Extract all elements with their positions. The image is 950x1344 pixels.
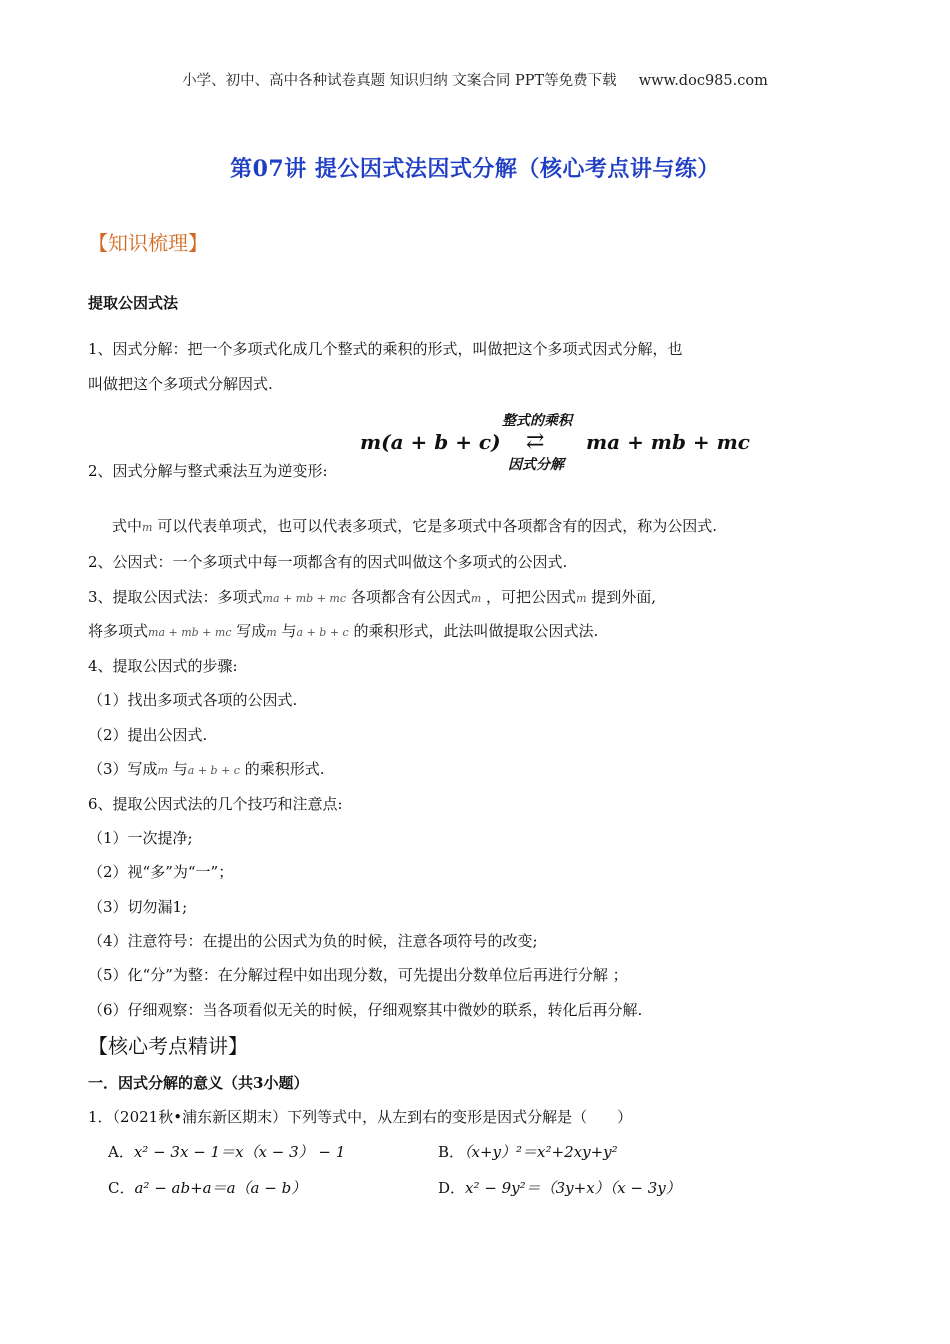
text: 与 (172, 760, 188, 778)
subheading: 提取公因式法 (88, 294, 179, 312)
paragraph-5: 4、提取公因式的步骤: (88, 657, 238, 675)
text: 与 (281, 622, 297, 640)
math-expr: ma + mb + mc (148, 626, 232, 639)
paragraph-2b (112, 515, 717, 536)
text: 可以代表单项式，也可以代表多项式，它是多项式中各项都含有的因式，称为公因式. (157, 517, 718, 535)
paragraph-2: 2、因式分解与整式乘法互为逆变形: (88, 462, 328, 480)
option-label: D． (438, 1179, 466, 1197)
section-knowledge-heading: 【知识梳理】 (88, 231, 208, 255)
formula-bottom-label: 因式分解 (508, 457, 564, 473)
math-expr: a + b + c (296, 626, 349, 639)
paragraph-4 (88, 586, 656, 607)
text: 式中 (112, 517, 143, 535)
text: 3、提取公因式法：多项式 (88, 588, 263, 606)
option-label: C． (108, 1179, 135, 1197)
option-b (438, 1141, 618, 1162)
option-label: B． (438, 1143, 465, 1161)
text: 写成 (236, 622, 267, 640)
formula-right: ma + mb + mc (586, 430, 750, 454)
option-text: （x+y）²＝x²+2xy+y² (464, 1143, 618, 1161)
tip-1: （1）一次提净; (88, 829, 193, 847)
page-header (0, 69, 950, 90)
math-m: m (470, 592, 482, 605)
header-left-text: 小学、初中、高中各种试卷真题 知识归纳 文案合同 PPT等免费下载 (182, 73, 617, 89)
math-m: m (266, 626, 277, 639)
formula-left: m(a + b + c) (360, 430, 501, 454)
option-text: a² − ab+a＝a（a − b） (134, 1179, 307, 1197)
factorization-formula (360, 404, 760, 474)
paragraph-4b (88, 620, 598, 641)
math-m: m (157, 764, 168, 777)
paragraph-6: 6、提取公因式法的几个技巧和注意点: (88, 795, 343, 813)
tip-5: （5）化“分”为整：在分解过程中如出现分数，可先提出分数单位后再进行分解 ； (88, 966, 628, 984)
text: 各项都含有公因式 (350, 588, 471, 606)
part-1-heading: 一．因式分解的意义（共3小题） (88, 1074, 309, 1092)
page-title: 第07讲 提公因式法因式分解（核心考点讲与练） (230, 156, 720, 182)
text: 的乘积形式，此法叫做提取公因式法. (353, 622, 599, 640)
option-text: x² − 9y²＝（3y+x）（x − 3y） (465, 1179, 681, 1197)
option-d (438, 1177, 681, 1198)
tip-4: （4）注意符号：在提出的公因式为负的时候，注意各项符号的改变; (88, 932, 538, 950)
math-m: m (142, 521, 153, 534)
paragraph-3: 2、公因式：一个多项式中每一项都含有的因式叫做这个多项式的公因式. (88, 553, 568, 571)
step-3 (88, 758, 325, 779)
text: 将多项式 (88, 622, 149, 640)
paragraph-1-line-2: 叫做把这个多项式分解因式. (88, 375, 273, 393)
section-core-heading: 【核心考点精讲】 (88, 1034, 248, 1058)
tip-2: （2）视“多”为“一”； (88, 863, 234, 881)
math-expr: a + b + c (187, 764, 240, 777)
math-m: m (576, 592, 587, 605)
step-1: （1）找出多项式各项的公因式. (88, 691, 298, 709)
question-1: 1．（2021秋•浦东新区期末）下列等式中，从左到右的变形是因式分解是（ ） (88, 1108, 633, 1126)
paragraph-1-line-1: 1、因式分解：把一个多项式化成几个整式的乘积的形式，叫做把这个多项式因式分解，也 (88, 340, 683, 358)
option-label: A． (108, 1143, 134, 1161)
tip-6: （6）仔细观察：当各项看似无关的时候，仔细观察其中微妙的联系，转化后再分解. (88, 1001, 643, 1019)
step-2: （2）提出公因式. (88, 726, 208, 744)
math-expr: ma + mb + mc (262, 592, 347, 605)
reversible-arrow-icon: ⇄ (526, 429, 545, 454)
text: 的乘积形式. (244, 760, 325, 778)
option-c (108, 1177, 306, 1198)
text: ，可把公因式 (486, 588, 577, 606)
text: （3）写成 (88, 760, 158, 778)
text: 提到外面, (591, 588, 657, 606)
formula-top-label: 整式的乘积 (502, 413, 572, 429)
option-a (108, 1141, 345, 1162)
header-site-link[interactable]: www.doc985.com (638, 73, 768, 89)
tip-3: （3）切勿漏1; (88, 898, 188, 916)
option-text: x² − 3x − 1＝x（x − 3） − 1 (133, 1143, 346, 1161)
